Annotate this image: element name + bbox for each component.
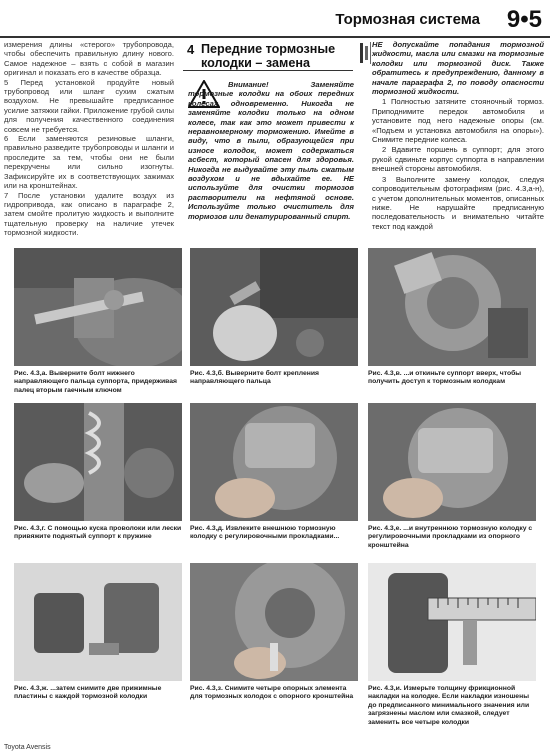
- right-column-text: [372, 40, 544, 232]
- figure-caption: Рис. 4.3,б. Выверните болт крепления направляющего пальца: [190, 370, 320, 386]
- section-heading: [183, 40, 353, 71]
- fluid-warning: НЕ допускайте попадания тормозной жидкости, масла или смазки на тормозные колодки или тормозной диск. Также обратитесь к предупреждению, данному в начале параграфа 2, по поводу опасности тормозной жидкости.: [372, 40, 544, 97]
- photo-caliper-tied: [14, 403, 182, 521]
- tools-icon: [358, 42, 371, 64]
- photo-guide-pin: [190, 248, 358, 366]
- figure-caption: Рис. 4.3,ж. ...затем снимите две прижимные пластины с каждой тормозной колодки: [14, 685, 162, 701]
- photo-outer-pad: [190, 403, 358, 521]
- figure-caption: Рис. 4.3,в. ...и откиньте суппорт вверх, чтобы получить доступ к тормозным колодкам: [368, 370, 522, 386]
- photo-measure-lining: [368, 563, 536, 681]
- paragraph: измерения длины «стерого» трубопровода, чтобы обеспечить правильную длину нового. Самое надежное – взять с собой в магазин оригинал и показать его в качестве образца.: [4, 40, 174, 78]
- paragraph: 2 Вдавите поршень в суппорт; для этого рукой сдвиньте корпус суппорта в направлении внешней стороны автомобиля.: [372, 145, 544, 174]
- figure-caption: Рис. 4.3,и. Измерьте толщину фрикционной накладки на колодке. Если накладки изношены до предписанного минимального значения или загрязнены маслом или смазкой, следует заменить все четыре колодки: [368, 685, 530, 726]
- paragraph: 6 Если заменяются резиновые шланги, правильно разведите трубопроводы и шланги и проследите за тем, чтобы они не были перекручены или сильно изогнуты. Зафиксируйте их в соответствующих зажимах или на кронштейнах.: [4, 134, 174, 191]
- photo-caliper-bolt: [14, 248, 182, 366]
- paragraph: 3 Выполните замену колодок, следуя сопроводительным фотографиям (рис. 4.3,а-н), с учетом дополнительных моментов, описанных ниже. Не нарушайте предписанную последовательность и внимательно читайте текст под каждой: [372, 174, 544, 231]
- figure-caption: Рис. 4.3,а. Выверните болт нижнего направляющего пальца суппорта, придерживая палец вторым гаечным ключом: [14, 370, 178, 394]
- page-header: [0, 0, 550, 38]
- footer-model: Toyota Avensis: [4, 744, 51, 751]
- paragraph: 5 Перед установкой продуйте новый трубопровод или шланг сухим сжатым воздухом. Не превышайте предписанное усилие затяжки гайки. Приложение грубой силы для получения качественного соединения совсем не требуется.: [4, 77, 174, 134]
- left-column-text: [4, 40, 174, 238]
- figure-caption: Рис. 4.3,з. Снимите четыре опорных элемента для тормозных колодок с опорного кронштейна: [190, 685, 354, 701]
- photo-inner-pad: [368, 403, 536, 521]
- page-number: 9•5: [506, 6, 542, 33]
- paragraph: 1 Полностью затяните стояночный тормоз. Приподнимите передок автомобиля и установите под него надежные опоры (см. «Подъем и установка автомобиля на опоры»). Снимите передние колеса.: [372, 97, 544, 145]
- photo-caliper-raised: [368, 248, 536, 366]
- paragraph: 7 После установки удалите воздух из гидропривода, как описано в параграфе 2, затем смойте пролитую жидкость и выполните тщательную проверку на наличие утечек тормозной жидкости.: [4, 190, 174, 238]
- figure-caption: Рис. 4.3,г. С помощью куска проволоки или лески привяжите поднятый суппорт к пружине: [14, 525, 182, 541]
- photo-pad-support-clips: [190, 563, 358, 681]
- section-number: 4: [187, 42, 195, 57]
- section-title: Передние тормозные колодки – замена: [201, 42, 336, 70]
- warning-text: Внимание! Заменяйте тормозные колодки на обоих передних колесах одновременно. Никогда не заменяйте колодки только на одном колесе, так как это может привести к неравномерному торможению. Имейте в виду, что в пыли, образующейся при износе колодок, может содержаться асбест, который опасен для здоровья. Никогда не выдувайте эту пыль сжатым воздухом и не вдыхайте ее. НЕ используйте для очистки тормозов растворители на нефтяной основе. Используйте только очиститель для тормозов или денатурированный спирт.: [188, 80, 354, 221]
- figure-caption: Рис. 4.3,е. ...и внутреннюю тормозную колодку с регулировочными прокладками из опорного кронштейна: [368, 525, 533, 549]
- figure-caption: Рис. 4.3,д. Извлеките внешнюю тормозную колодку с регулировочными прокладками...: [190, 525, 340, 541]
- photo-shim-plates: [14, 563, 182, 681]
- chapter-title: Тормозная система: [335, 11, 480, 28]
